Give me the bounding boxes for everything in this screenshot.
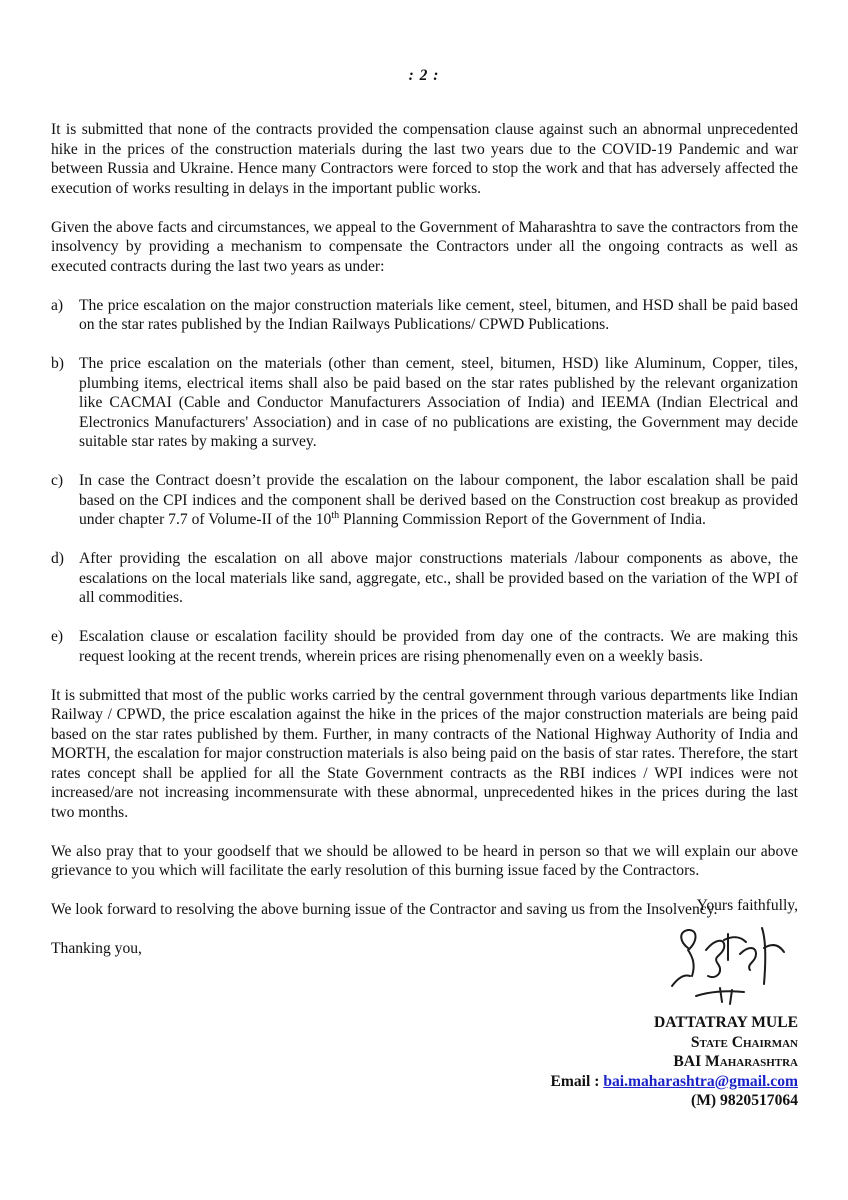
list-item-c — [51, 471, 798, 530]
list-marker: d) — [51, 550, 64, 567]
ordinal-superscript: th — [331, 509, 340, 521]
paragraph-3: It is submitted that most of the public works carried by the central government through various departments like Indian Railway / CPWD, the price escalation against the hike in the prices of the major construction materials are being paid based on the star rates published by them. Further, in many contracts of the National Highway Authority of India and MORTH, the escalation for major construction materials is also being paid on the basis of star rates. Therefore, the start rates concept shall be applied for all the State Government contracts as the RBI indices / WPI indices were not increased/are not increasing incommensurate with these abnormal, unprecedented hikes in the prices during the last two months. — [51, 686, 798, 821]
list-marker: c) — [51, 472, 64, 489]
organization-state: Maharashtra — [705, 1053, 798, 1070]
signature-block — [550, 1013, 798, 1111]
list-item-a — [51, 296, 798, 335]
list-item-text — [79, 471, 798, 530]
list-item-b — [51, 354, 798, 452]
list-marker: e) — [51, 628, 64, 645]
signature-image — [666, 920, 796, 1012]
paragraph-1: It is submitted that none of the contracts provided the compensation clause against such an abnormal unprecedented hike in the prices of the construction materials during the last two years due to the COVID-19 Pandemic and war between Russia and Ukraine. Hence many Contractors were forced to stop the work and that has adversely affected the execution of works resulting in delays in the important public works. — [51, 121, 798, 197]
list-item-text: After providing the escalation on all above major constructions materials /labour components as above, the escalations on the local materials like sand, aggregate, etc., shall be provided based on the variation of the WPI of all commodities. — [79, 550, 798, 606]
list-item-e — [51, 627, 798, 666]
email-line — [550, 1072, 798, 1092]
paragraph-4: We also pray that to your goodself that we should be allowed to be heard in person so that we will explain our above grievance to you which will facilitate the early resolution of this burning issue faced by the Contractors. — [51, 842, 798, 879]
list-marker: a) — [51, 296, 64, 314]
email-label: Email : — [550, 1072, 604, 1090]
yours-faithfully: Yours faithfully, — [696, 897, 798, 914]
page-number: : 2 : — [408, 67, 440, 84]
paragraph-2: Given the above facts and circumstances, we appeal to the Government of Maharashtra to save the contractors from the insolvency by providing a mechanism to compensate the Contractors under all the ongoing contracts as well as executed contracts during the last two years as under: — [51, 218, 798, 275]
list-item-text: The price escalation on the materials (other than cement, steel, bitumen, HSD) like Aluminum, Copper, tiles, plumbing items, electrical items shall also be paid based on the star rates published by the relevant organization like CACMAI (Cable and Conductor Manufacturers Association of India) and IEEMA (Indian Electrical and Electronics Manufacturers' Association) and in case of no publications are existing, the Government may decide suitable star rates by making a survey. — [79, 355, 798, 450]
organization-name — [550, 1052, 798, 1072]
list-marker: b) — [51, 355, 64, 372]
list-item-text-part: Planning Commission Report of the Government of India. — [339, 511, 706, 528]
list-item-d — [51, 549, 798, 608]
thanking-line: Thanking you, — [51, 940, 142, 957]
list-item-text: The price escalation on the major construction materials like cement, steel, bitumen, and HSD shall be paid based on the star rates published by the Indian Railways Publications/ CPWD Publications. — [79, 296, 798, 333]
list-item-text-part: In case the Contract doesn’t provide the escalation on the labour component, the labor escalation shall be paid based on the CPI indices and the component shall be derived based on the Construction cost breakup as provided under chapter 7.7 of Volume-II of the 10 — [79, 472, 798, 528]
paragraph-5: We look forward to resolving the above burning issue of the Contractor and saving us from the Insolvency. — [51, 901, 718, 918]
signatory-name: DATTATRAY MULE — [654, 1014, 798, 1031]
organization-prefix: BAI — [673, 1053, 706, 1070]
list-item-text: Escalation clause or escalation facility should be provided from day one of the contracts. We are making this request looking at the recent trends, wherein prices are rising phenomenally even on a weekly basis. — [79, 628, 798, 665]
letter-body — [51, 120, 798, 959]
email-link[interactable]: bai.maharashtra@gmail.com — [603, 1072, 798, 1090]
signatory-title: State Chairman — [690, 1033, 798, 1051]
mobile-number: (M) 9820517064 — [691, 1092, 798, 1109]
